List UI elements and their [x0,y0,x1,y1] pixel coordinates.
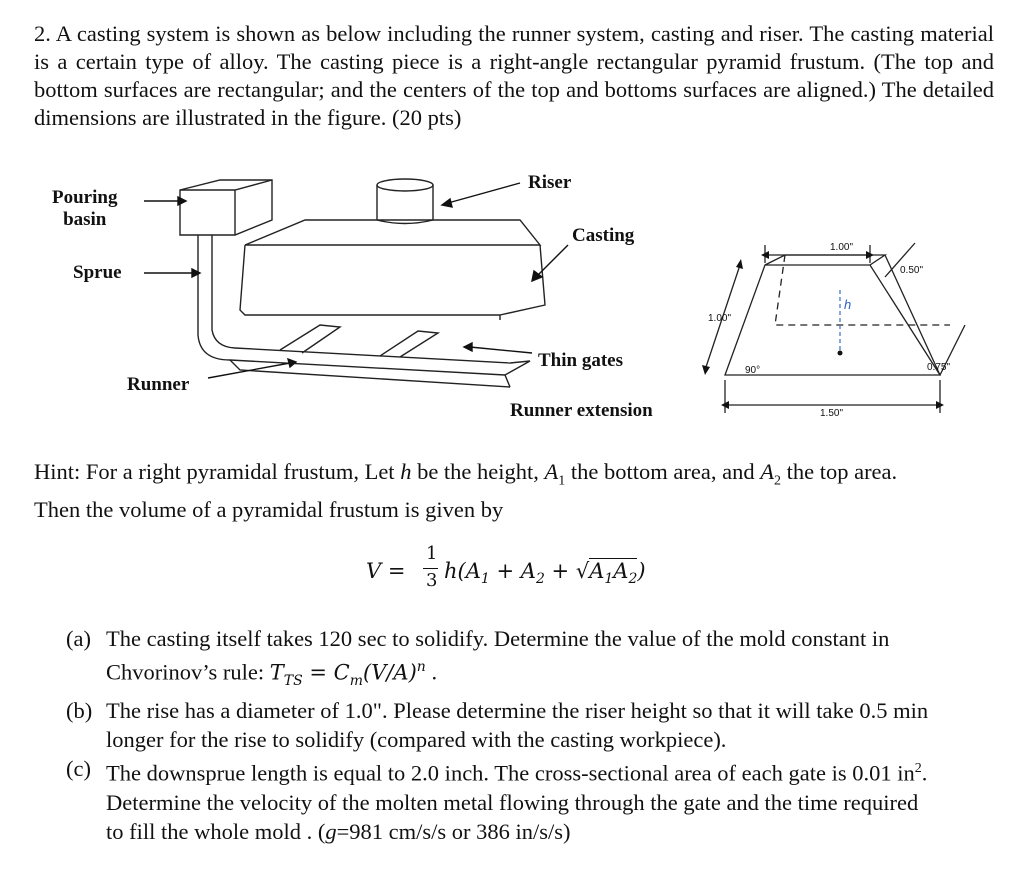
question-b: (b) The rise has a diameter of 1.0". Please determine the riser height so that it will take 0.5 min longer for the rise to solidify (compared with the casting workpiece). [66,698,929,752]
label-casting: Casting [572,225,635,246]
dim-bottom-width: 1.50" [820,408,844,419]
question-a: (a) The casting itself takes 120 sec to solidify. Determine the value of the mold constant in Chvorinov’s rule: $T_{TS} = C_m(V/A)^n$ . [66,626,890,689]
label-runner-extension: Runner extension [510,400,653,421]
label-runner: Runner [127,374,190,395]
frustum-volume-formula: V = 1 3 $h(A_1 + A_2 + √A_1A_2)$ [366,543,646,591]
question-parts [66,624,996,846]
problem-statement: 2. A casting system is shown as below including the runner system, casting and riser. The casting material is a certain type of alloy. The casting piece is a right-angle rectangular pyramid frustum. (The top and bottom surfaces are rectangular; and the centers of the top and bottoms surfaces are aligned.) The detailed dimensions are illustrated in the figure. (20 pts) [34,21,994,130]
question-c: (c) The downsprue length is equal to 2.0 inch. The cross-sectional area of each gate is 0.01 $in^2$. Determine the velocity of the molten metal flowing through the gate and the time required to fill the whole mold . (g=981 cm/s/s or 386 in/s/s) [66,756,928,844]
dim-slant-side: 1.00" [708,313,732,324]
label-thin-gates: Thin gates [538,350,623,371]
label-pouring-basin: Pouring basin [52,187,118,230]
frustum-dimension-diagram [695,225,970,425]
dim-height-h: h [844,297,852,312]
label-riser: Riser [528,172,572,193]
dim-top-depth: 0.50" [900,265,924,276]
label-sprue: Sprue [73,262,122,283]
hint-text: Hint: For a right pyramidal frustum, Let h be the height, $A_1$ the bottom area, and $A_2$ the top area. Then the volume of a pyramidal frustum is given by [34,459,898,522]
dim-top-width: 1.00" [830,242,854,253]
dim-bottom-depth: 0.75" [927,362,951,373]
dim-angle: 90° [745,365,761,376]
